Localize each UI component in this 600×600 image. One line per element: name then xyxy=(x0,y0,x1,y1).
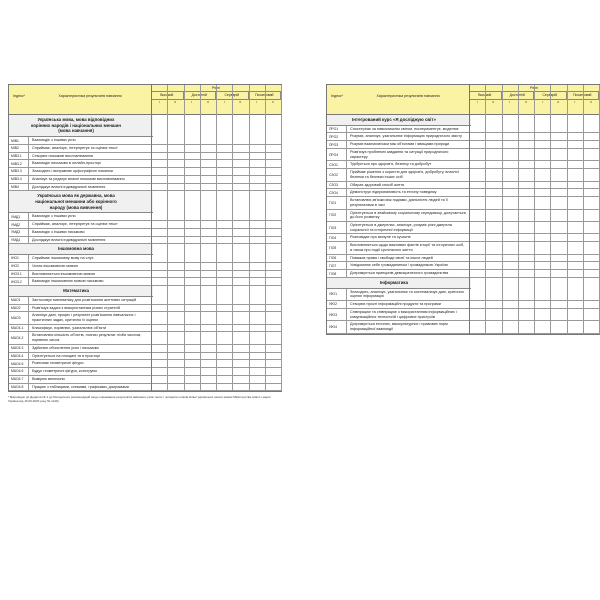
level-header-0: Високий xyxy=(151,91,184,100)
section-title: Українська мова як державна, мова національної меншини або корінного народу (мова вивчення) xyxy=(9,191,153,213)
row-description: Розповідає про минуле та сучасне xyxy=(350,235,411,240)
row-description: Усвідомлює себе громадянином / громадянкою України xyxy=(350,263,448,268)
row-code: ПРО1 xyxy=(327,126,347,133)
row-description: Сприймає, аналізує, інтерпретує та оцінює текст xyxy=(32,145,118,150)
row-code: ПРО2 xyxy=(327,133,347,140)
section-title: Українська мова, мова відповідних корінних народів і національних меншин (мова навчання) xyxy=(9,115,153,137)
table-row xyxy=(9,184,281,192)
table-row xyxy=(327,141,599,149)
row-description: Взаємодіє з іншими усно xyxy=(32,214,76,219)
table-row xyxy=(327,210,599,222)
table-row xyxy=(9,145,281,153)
table-row xyxy=(9,160,281,168)
level-header-1: Достатній xyxy=(184,91,217,100)
grid-column-line xyxy=(469,85,470,334)
grid-column-line xyxy=(534,85,535,334)
level-header-0: Високий xyxy=(469,91,502,100)
description-column-header: Характеристика результатів навчання xyxy=(376,94,440,98)
table-row xyxy=(9,137,281,145)
table-row xyxy=(9,176,281,184)
period-header-7: II xyxy=(590,100,592,104)
period-header-4: I xyxy=(541,100,543,104)
grid-column-line xyxy=(265,85,266,391)
row-code: МАО4.4 xyxy=(9,353,29,360)
row-code: МІВ4 xyxy=(9,184,29,191)
row-description: Розпізнає геометричні фігури xyxy=(32,361,84,366)
row-code: ІНО2 xyxy=(9,263,29,270)
row-code: МАО4.5 xyxy=(9,360,29,367)
grid-column-line xyxy=(232,85,233,391)
table-row xyxy=(9,384,281,392)
period-header-0: I xyxy=(476,100,478,104)
row-code: ІНО3.2 xyxy=(9,278,29,285)
period-header-6: I xyxy=(256,100,258,104)
row-code: МАО4.2 xyxy=(9,332,29,343)
row-description: Співпрацює та співпрацює з використанням інформаційних і комунікаційних технологій і цифрових пристроїв xyxy=(350,309,457,319)
grid-column-line xyxy=(567,85,568,334)
row-description: Взаємодіє з іншими усно xyxy=(32,138,76,143)
level-header-1: Достатній xyxy=(502,91,535,100)
grid-column-line xyxy=(200,85,201,391)
section-title: Інтегрований курс «Я досліджую світ» xyxy=(327,115,471,126)
table-row xyxy=(327,169,599,181)
grid-column-line xyxy=(281,85,282,391)
left-page-table xyxy=(8,84,282,392)
row-code: МІВ3.1 xyxy=(9,153,29,160)
grid-column-line xyxy=(151,85,152,391)
row-description: Розв'язує проблемні завдання та ситуації природничого характеру xyxy=(350,149,449,159)
table-row xyxy=(327,182,599,190)
table-header xyxy=(9,85,281,115)
row-code: МІВ3.4 xyxy=(9,176,29,183)
row-code: ПРО3 xyxy=(327,141,347,148)
grid-column-line xyxy=(167,85,168,391)
row-code: ГІО6 xyxy=(327,255,347,262)
table-row xyxy=(9,271,281,279)
table-row xyxy=(9,297,281,305)
row-description: Орієнтується в знайомому соціальному середовищі, долучається до його розвитку xyxy=(350,210,466,220)
row-description: Класифікує, порівнює, узагальнює об'єкти xyxy=(32,325,107,330)
row-code: МАО4.8 xyxy=(9,384,29,391)
table-row xyxy=(327,234,599,242)
row-code: МАО1 xyxy=(9,297,29,304)
table-header xyxy=(327,85,599,115)
row-code: МІВ2 xyxy=(9,145,29,152)
table-row xyxy=(9,368,281,376)
table-row xyxy=(327,262,599,270)
row-description: Будує геометричні фігури, конструює xyxy=(32,369,98,374)
row-description: Дотримується етичних, мікокультурних і правових норм інформаційної взаємодії xyxy=(350,322,448,331)
table-row xyxy=(9,168,281,176)
row-code: УМД1 xyxy=(9,213,29,220)
row-description: Розв'язує задачі з використанням різних стратегій xyxy=(32,305,120,310)
row-description: Орієнтується на площині та в просторі xyxy=(32,353,101,358)
table-row xyxy=(9,305,281,313)
row-code: МАО2 xyxy=(9,305,29,312)
row-code: ІНО1 xyxy=(9,255,29,262)
row-code: МІВ3.3 xyxy=(9,168,29,175)
description-column-header: Характеристика результатів навчання xyxy=(58,94,122,98)
table-row xyxy=(9,213,281,221)
row-code: УМД4 xyxy=(9,237,29,244)
row-code: МАО4.3 xyxy=(9,345,29,352)
row-description: Читає іншомовною мовою xyxy=(32,263,79,268)
table-row xyxy=(327,270,599,278)
period-header-4: I xyxy=(223,100,225,104)
row-description: Знаходить і виправляє орфографічні помилки xyxy=(32,169,113,174)
table-row xyxy=(9,376,281,384)
row-code: ГІО4 xyxy=(327,234,347,241)
row-description: Працює з таблицями, схемами, графіками, діаграмами xyxy=(32,384,129,389)
row-code: ІФО1 xyxy=(327,289,347,300)
period-header-3: II xyxy=(207,100,209,104)
table-row xyxy=(327,242,599,254)
period-header-6: I xyxy=(574,100,576,104)
table-row xyxy=(9,237,281,245)
row-code: ГІО1 xyxy=(327,197,347,208)
levels-group-title: Рівні xyxy=(530,86,538,90)
row-description: Розуміє, аналізує, узагальнює інформацію природничого змісту xyxy=(350,134,462,139)
table-row xyxy=(9,221,281,229)
row-code: ГІО2 xyxy=(327,210,347,221)
period-header-3: II xyxy=(525,100,527,104)
grid-column-line xyxy=(184,85,185,391)
row-code: ІФО2 xyxy=(327,301,347,308)
row-code: ІНО3.1 xyxy=(9,271,29,278)
grid-column-line xyxy=(550,85,551,334)
row-description: Досліджує власні індивідуальні мовлення xyxy=(32,184,106,189)
row-description: Аналізує дані, процес і результат розв'язання навчальних і практичних задач, критично їх оцінює xyxy=(32,313,136,322)
row-description: Вимірює величини xyxy=(32,376,65,381)
row-description: Висловлюється щодо важливих фактів історії та історичних осіб, а також про події суспільного життя xyxy=(350,243,465,252)
row-code: ГІО7 xyxy=(327,262,347,269)
table-row xyxy=(9,345,281,353)
table-row xyxy=(327,189,599,197)
table-row xyxy=(9,229,281,237)
table-row xyxy=(9,255,281,263)
grid-column-line xyxy=(518,85,519,334)
period-header-2: I xyxy=(509,100,511,104)
period-header-1: II xyxy=(174,100,177,104)
row-code: ГІО8 xyxy=(327,270,347,277)
row-description: Знаходить, аналізує, узагальнює та систематизує дані, критично оцінює інформацію xyxy=(350,289,464,299)
row-description: Розуміє взаємозв'язки між об'єктами і явищами природи xyxy=(350,142,450,147)
row-code: ГІО5 xyxy=(327,242,347,253)
row-code: УМД3 xyxy=(9,229,29,236)
table-row xyxy=(9,360,281,368)
period-header-7: II xyxy=(272,100,274,104)
row-description: Взаємодіє з іншими письмово xyxy=(32,229,85,234)
grid-column-line xyxy=(485,85,486,334)
row-code: СЗО4 xyxy=(327,189,347,196)
period-header-1: II xyxy=(492,100,495,104)
grid-column-line xyxy=(249,85,250,391)
row-description: Створює прості інформаційні продукти та програми xyxy=(350,302,441,307)
row-description: Приймає рішення з користю для здоров'я, добробуту, власної безпеки та безпеки інших осіб xyxy=(350,170,459,179)
row-description: Турбується про здоров'я, безпеку та добробут xyxy=(350,162,432,167)
grid-column-line xyxy=(583,85,584,334)
row-description: Спостерігає за навколишнім світом, експериментує, моделює xyxy=(350,126,459,131)
row-code: СЗО1 xyxy=(327,161,347,168)
row-description: Орієнтується в джерелах, аналізує, розуміє різні джерела соціальної та історичної інформації xyxy=(350,223,452,232)
row-code: МІВ1 xyxy=(9,137,29,144)
code-column-header: Індекс* xyxy=(331,94,343,98)
row-code: УМД2 xyxy=(9,221,29,228)
table-row xyxy=(327,161,599,169)
table-row xyxy=(9,153,281,161)
table-row xyxy=(327,301,599,309)
code-column-header: Індекс* xyxy=(13,94,25,98)
row-description: Встановлює кількість об'єктів, познач результат лічби числом, порівнює числа xyxy=(32,333,142,343)
grid-column-line xyxy=(216,85,217,391)
level-header-2: Середній xyxy=(216,91,249,100)
footnote: * Відповідно до Додатка № 1 до Методичних рекомендацій щодо оцінювання результатів навчання учнів третіх і четвертих класів Нової української школи (наказ Міністерства освіти і науки України від 16.09.2020 року № 1146). xyxy=(8,395,271,404)
row-code: МАО4.1 xyxy=(9,325,29,332)
row-description: Досліджує власні індивідуальні мовлення xyxy=(32,237,106,242)
table-row xyxy=(327,255,599,263)
table-row xyxy=(327,133,599,141)
row-description: Сприймає, аналізує, інтерпретує та оцінює текст xyxy=(32,222,118,227)
row-code: МІВ3.2 xyxy=(9,160,29,167)
row-code: МАО3 xyxy=(9,312,29,323)
row-code: ГІО3 xyxy=(327,222,347,233)
row-description: Створює письмові висловлювання xyxy=(32,153,93,158)
table-row xyxy=(9,278,281,286)
row-description: Здійснює обчислення усно і письмово xyxy=(32,345,99,350)
row-code: МАО4.7 xyxy=(9,376,29,383)
table-row xyxy=(9,325,281,333)
table-row xyxy=(327,289,599,301)
row-code: ПРО4 xyxy=(327,149,347,160)
row-description: Висловлюється іншомовною мовою xyxy=(32,271,96,276)
levels-group-title: Рівні xyxy=(212,86,220,90)
row-code: СЗО3 xyxy=(327,182,347,189)
level-header-2: Середній xyxy=(534,91,567,100)
row-description: Демонструє підприємливість та етичну поведінку xyxy=(350,190,437,195)
table-row xyxy=(9,353,281,361)
table-row xyxy=(327,149,599,161)
period-header-5: II xyxy=(557,100,560,104)
row-description: Застосовує математику для розв'язання життєвих ситуацій xyxy=(32,297,137,302)
row-code: ІФО4 xyxy=(327,321,347,332)
grid-column-line xyxy=(502,85,503,334)
section-title: Іншомовна мова xyxy=(9,244,153,255)
section-title: Інформатика xyxy=(327,278,471,289)
table-row xyxy=(327,222,599,234)
table-row xyxy=(327,197,599,209)
table-row xyxy=(9,312,281,324)
row-code: МАО4.6 xyxy=(9,368,29,375)
period-header-2: I xyxy=(191,100,193,104)
level-header-3: Початковий xyxy=(249,91,282,100)
row-code: СЗО2 xyxy=(327,169,347,180)
row-description: Аналізує та редагує власні письмові висловлювання xyxy=(32,176,125,181)
table-row xyxy=(9,263,281,271)
row-description: Поважає права і свободи своєї та інших людей xyxy=(350,255,433,260)
section-title: Математика xyxy=(9,286,153,297)
row-description: Встановлює зв'язки між подіями, діяльністю людей та її результатами в часі xyxy=(350,198,448,207)
period-header-0: I xyxy=(158,100,160,104)
row-description: Сприймає іншомовну мову на слух xyxy=(32,256,94,261)
table-row xyxy=(327,321,599,333)
row-description: Обирає здоровий спосіб життя xyxy=(350,182,405,187)
level-header-3: Початковий xyxy=(567,91,600,100)
period-header-5: II xyxy=(239,100,242,104)
table-row xyxy=(327,309,599,321)
table-row xyxy=(327,126,599,134)
right-page-table xyxy=(326,84,600,335)
row-code: ІФО3 xyxy=(327,309,347,320)
row-description: Взаємодіє письмово в онлайн-просторі xyxy=(32,161,101,166)
row-description: Дотримується принципів демократичного громадянства xyxy=(350,271,449,276)
row-description: Взаємодіє іншомовною мовою письмово xyxy=(32,279,104,284)
table-row xyxy=(9,332,281,344)
